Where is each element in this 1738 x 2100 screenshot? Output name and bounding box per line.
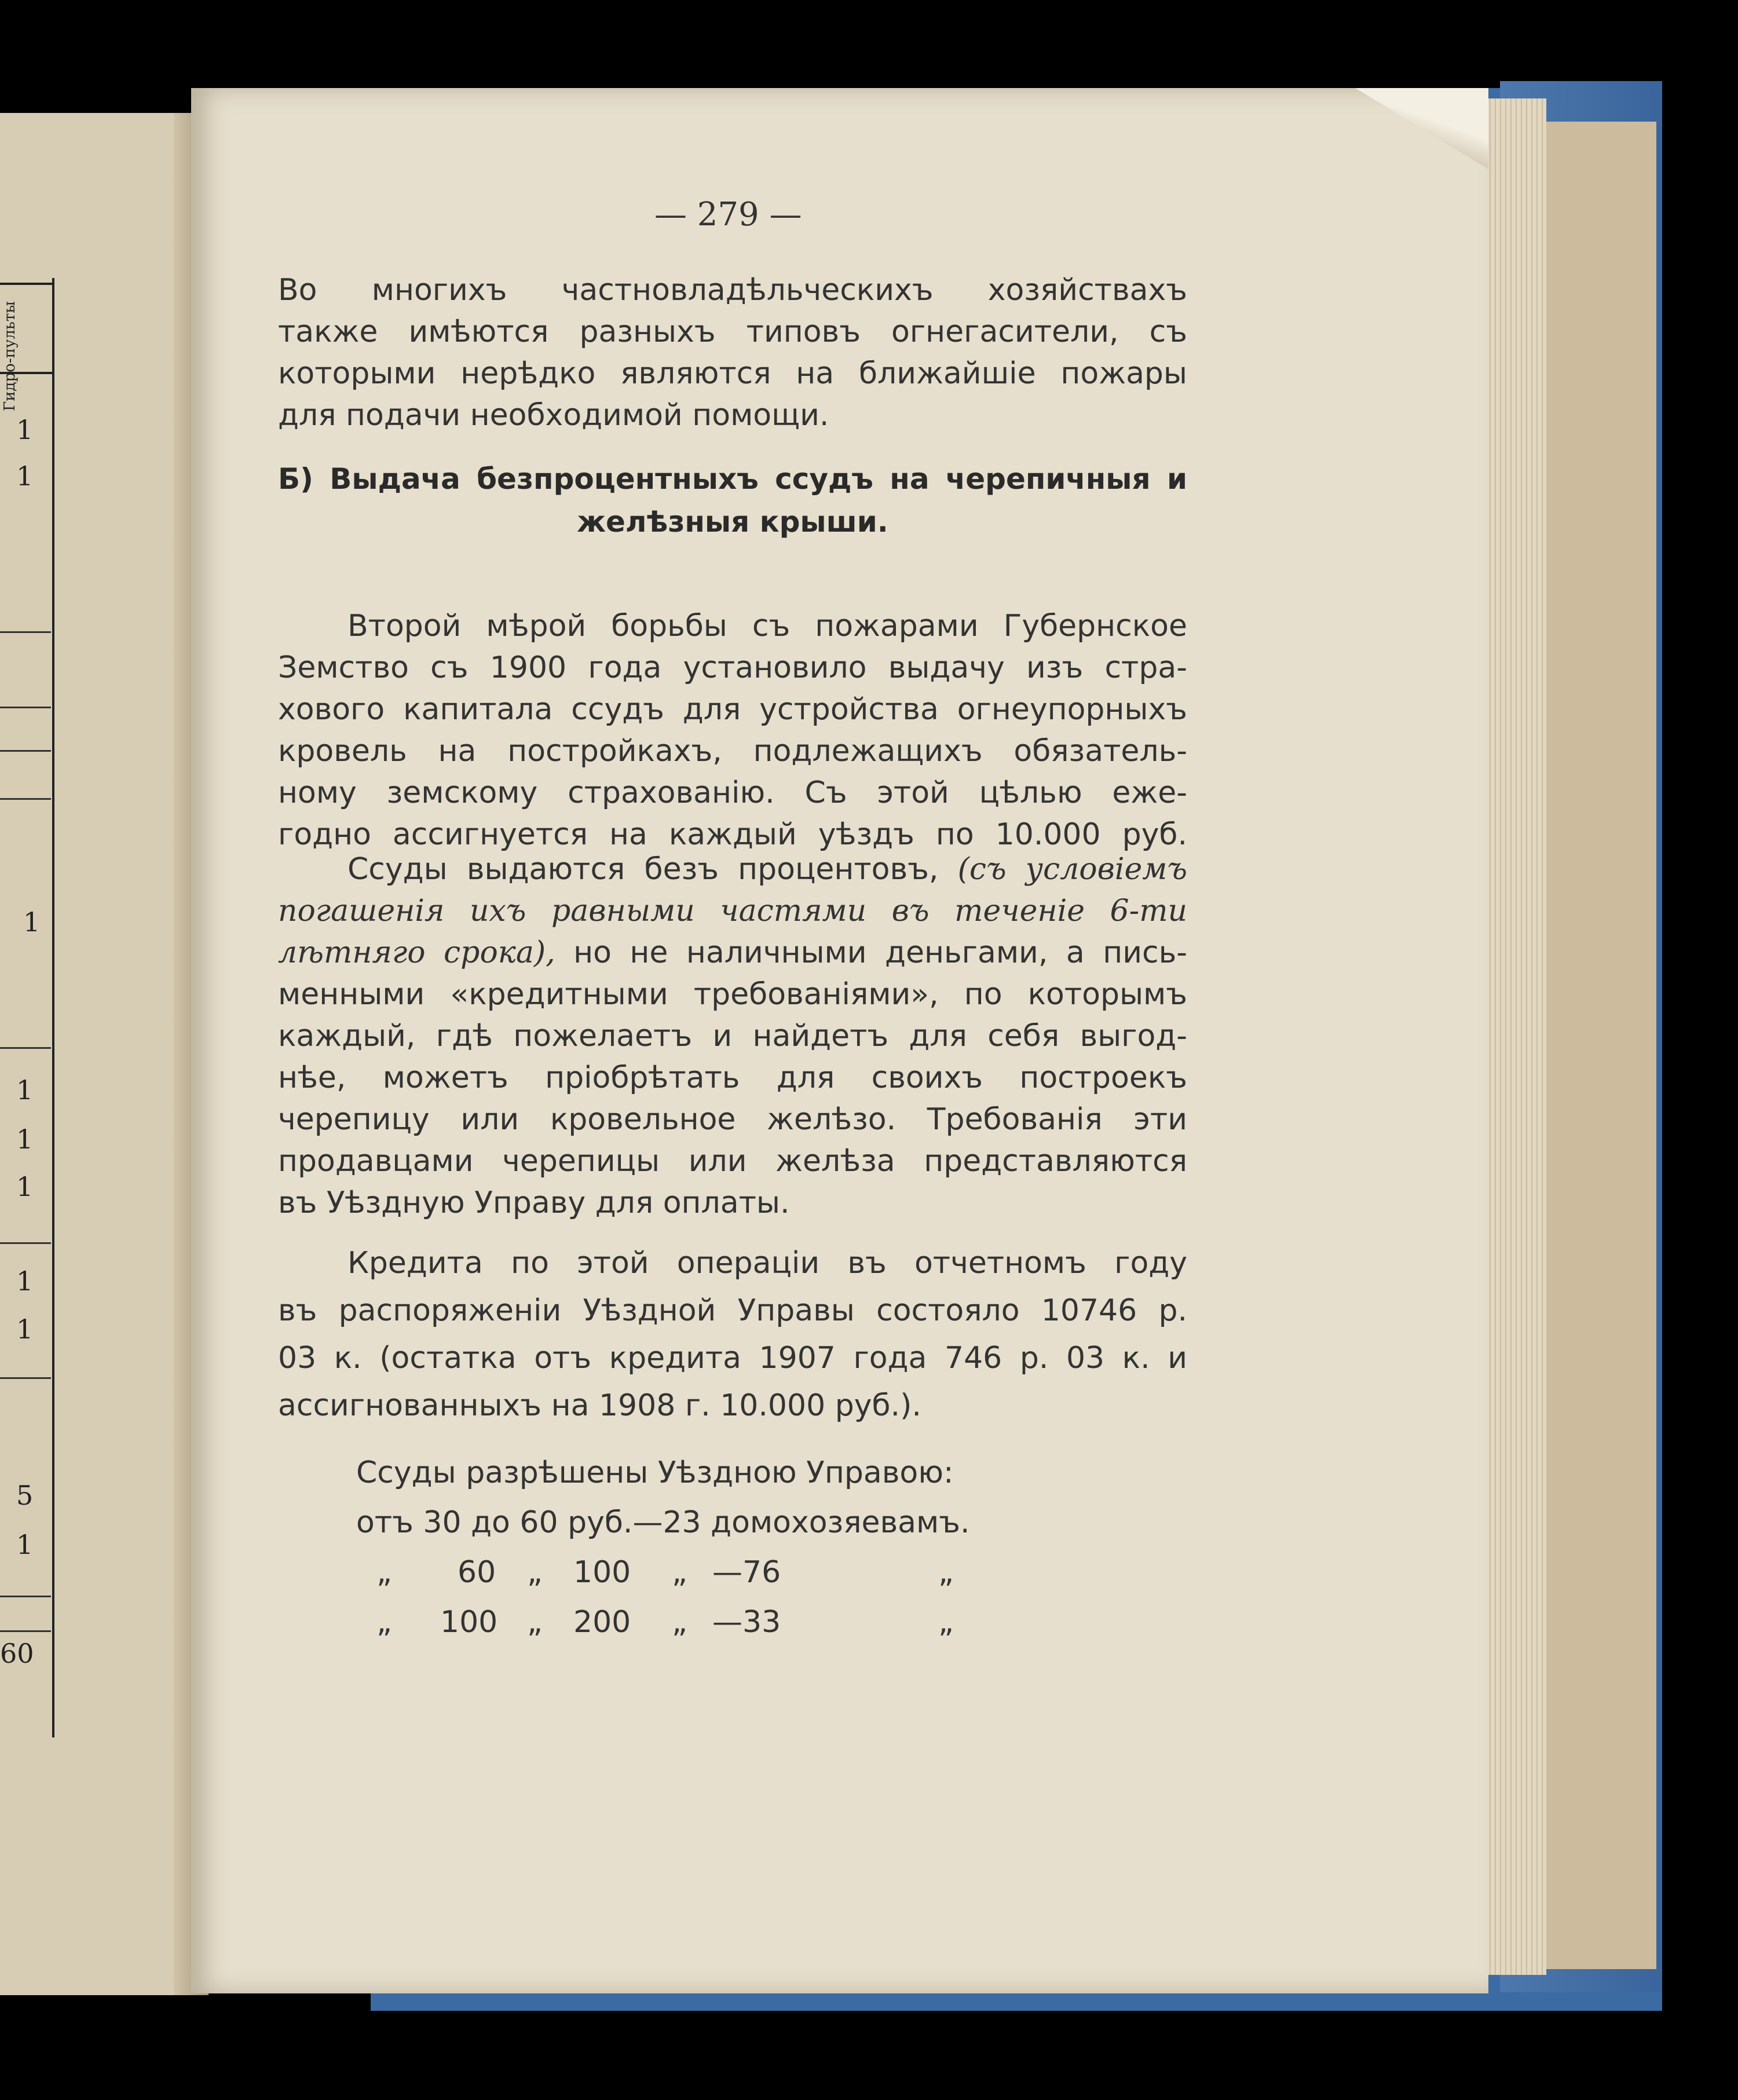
ditto-mark: „	[938, 1555, 954, 1590]
text-line: продавцами черепицы или желѣза представляются	[278, 1144, 1187, 1179]
list-from: 60	[458, 1555, 496, 1590]
list-count: —76	[712, 1555, 781, 1590]
paragraph-1	[278, 269, 1187, 436]
left-dash	[0, 1047, 51, 1049]
left-mark: 1	[16, 1124, 34, 1155]
ditto-mark: „	[376, 1605, 392, 1640]
text-run: но не наличными деньгами, а пись-	[573, 935, 1187, 970]
list-to: 200	[573, 1605, 631, 1640]
loan-list	[356, 1448, 1225, 1647]
text-line: каждый, гдѣ пожелаетъ и найдетъ для себя выгод-	[278, 1019, 1187, 1053]
left-mark: 1	[16, 1171, 34, 1202]
paragraph-3	[278, 848, 1187, 1224]
text-line: также имѣются разныхъ типовъ огнегасители, съ	[278, 314, 1187, 349]
italic-run: (съ условіемъ	[957, 852, 1188, 887]
list-count: —33	[712, 1605, 781, 1640]
left-mark: 1	[16, 1529, 34, 1560]
text-line: Во многихъ частновладѣльческихъ хозяйствахъ	[278, 273, 1187, 308]
list-intro: Ссуды разрѣшены Уѣздною Управою:	[356, 1455, 954, 1490]
text-line	[278, 848, 1187, 890]
left-dash	[0, 631, 51, 633]
text-line: менными «кредитными требованіями», по которымъ	[278, 977, 1187, 1012]
left-dash	[0, 750, 51, 752]
paragraph-4	[278, 1239, 1187, 1429]
left-mark: 1	[16, 1314, 34, 1345]
text-line: 03 к. (остатка отъ кредита 1907 года 746 р. 03 к. и	[278, 1341, 1187, 1375]
text-line: въ Уѣздную Управу для оплаты.	[278, 1186, 790, 1220]
book-board	[1541, 122, 1656, 1969]
text-line: ассигнованныхъ на 1908 г. 10.000 руб.).	[278, 1388, 921, 1423]
left-column-header: Гидро-пульты	[1, 301, 19, 412]
text-line: для подачи необходимой помощи.	[278, 398, 829, 433]
ditto-mark: „	[527, 1605, 543, 1640]
list-to: 100	[573, 1555, 631, 1590]
left-dash	[0, 1377, 51, 1379]
left-mark: 1	[16, 1265, 34, 1297]
section-heading	[278, 458, 1187, 543]
list-from: 100	[440, 1605, 498, 1640]
left-mark: 1	[16, 414, 34, 445]
left-dash	[0, 798, 51, 800]
left-mark: 1	[16, 460, 34, 492]
paragraph-2	[278, 605, 1187, 855]
heading-line: Б) Выдача безпроцентныхъ ссудъ на черепичныя и	[278, 462, 1187, 496]
left-dash	[0, 1242, 51, 1244]
text-line: нѣе, можетъ пріобрѣтать для своихъ построекъ	[278, 1060, 1187, 1095]
text-line	[278, 932, 1187, 974]
left-mark: 1	[23, 906, 41, 938]
text-line: въ распоряженіи Уѣздной Управы состояло 10746 р.	[278, 1293, 1187, 1328]
text-line: ному земскому страхованію. Съ этой цѣлью еже-	[278, 775, 1187, 810]
left-dash	[0, 707, 51, 708]
left-table-rule	[52, 278, 54, 1737]
ditto-mark: „	[672, 1555, 687, 1590]
heading-line: желѣзныя крыши.	[577, 505, 888, 539]
text-line: Земство съ 1900 года установило выдачу изъ стра-	[278, 650, 1187, 685]
left-mark: 60	[0, 1638, 34, 1669]
left-page	[0, 113, 194, 1995]
text-line: Кредита по этой операціи въ отчетномъ году	[347, 1246, 1187, 1281]
left-dash	[0, 1596, 51, 1597]
ditto-mark: „	[527, 1555, 543, 1590]
text-run: Ссуды выдаются безъ процентовъ,	[347, 852, 939, 887]
text-line: черепицу или кровельное желѣзо. Требованія эти	[278, 1102, 1187, 1137]
ditto-mark: „	[376, 1555, 392, 1590]
ditto-mark: „	[672, 1605, 687, 1640]
left-mark: 1	[16, 1074, 34, 1106]
text-line: кровель на постройкахъ, подлежащихъ обязатель-	[278, 734, 1187, 769]
text-line: Второй мѣрой борьбы съ пожарами Губернское	[347, 609, 1187, 643]
text-line: хового капитала ссудъ для устройства огнеупорныхъ	[278, 692, 1187, 727]
italic-run: лѣтняго срока),	[278, 935, 555, 970]
italic-line: погашенія ихъ равными частями въ теченіе 6-ти	[278, 894, 1187, 928]
page-number: — 279 —	[654, 196, 802, 233]
list-item	[356, 1547, 1225, 1597]
ditto-mark: „	[938, 1605, 954, 1640]
left-dash	[0, 1630, 51, 1632]
list-item: отъ 30 до 60 руб.—23 домохозяевамъ.	[356, 1505, 970, 1540]
left-mark: 5	[16, 1480, 34, 1511]
list-item	[356, 1597, 1225, 1647]
text-line: годно ассигнуется на каждый уѣздъ по 10.000 руб.	[278, 817, 1187, 852]
text-line: которыми нерѣдко являются на ближайшіе пожары	[278, 356, 1187, 391]
